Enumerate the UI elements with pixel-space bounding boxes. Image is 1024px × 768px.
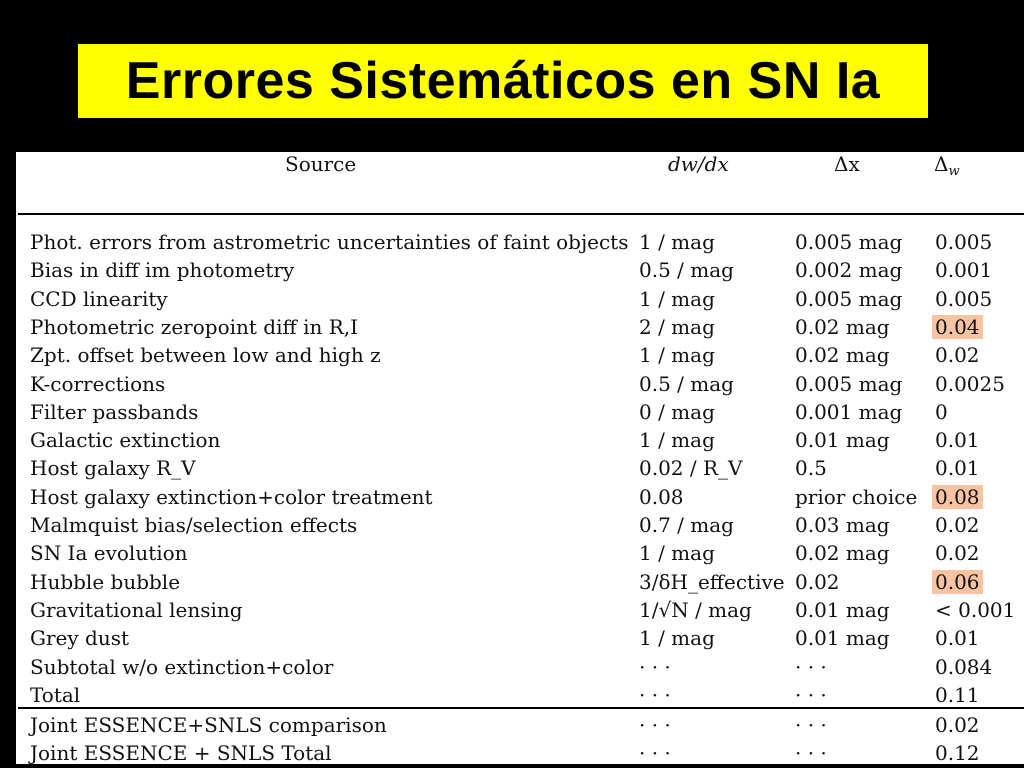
cell-source-9: Host galaxy extinction+color treatment bbox=[30, 484, 433, 509]
slide-title: Errores Sistemáticos en SN Ia bbox=[125, 52, 881, 110]
cell-dwdx-17: · · · bbox=[639, 713, 671, 738]
cell-dwdx-3: 2 / mag bbox=[639, 314, 715, 339]
cell-dw-8: 0.01 bbox=[935, 456, 980, 481]
cell-source-10: Malmquist bias/selection effects bbox=[30, 513, 358, 537]
cell-dw-16: 0.11 bbox=[935, 682, 980, 707]
header-dwdx: dw/dx bbox=[668, 152, 729, 176]
cell-dwdx-13: 1/√N / mag bbox=[639, 597, 752, 622]
cell-dwdx-18: · · · bbox=[639, 741, 671, 766]
cell-dwdx-7: 1 / mag bbox=[639, 428, 715, 453]
cell-dw-18: 0.12 bbox=[935, 741, 980, 766]
cell-dwdx-8: 0.02 / R_V bbox=[639, 456, 743, 481]
cell-dwdx-16: · · · bbox=[639, 682, 671, 707]
cell-source-6: Filter passbands bbox=[30, 399, 199, 424]
cell-dwdx-12: 3/δH_effective bbox=[639, 569, 785, 594]
cell-dw-0: 0.005 bbox=[935, 230, 993, 254]
cell-dwdx-10: 0.7 / mag bbox=[639, 513, 734, 537]
joint-rule bbox=[18, 707, 1024, 709]
cell-source-4: Zpt. offset between low and high z bbox=[30, 343, 381, 368]
cell-dx-10: 0.03 mag bbox=[795, 513, 890, 537]
cell-dx-11: 0.02 mag bbox=[795, 541, 890, 566]
cell-dx-8: 0.5 bbox=[795, 456, 827, 481]
cell-dw-10: 0.02 bbox=[935, 513, 980, 537]
cell-source-8: Host galaxy R_V bbox=[30, 456, 196, 481]
cell-dwdx-9: 0.08 bbox=[639, 484, 684, 509]
cell-dwdx-4: 1 / mag bbox=[639, 343, 715, 368]
cell-dw-7: 0.01 bbox=[935, 428, 980, 453]
cell-source-7: Galactic extinction bbox=[30, 428, 221, 453]
cell-dwdx-15: · · · bbox=[639, 654, 671, 679]
cell-dx-7: 0.01 mag bbox=[795, 428, 890, 453]
cell-dwdx-0: 1 / mag bbox=[639, 230, 715, 254]
cell-source-15: Subtotal w/o extinction+color bbox=[30, 654, 334, 679]
cell-dx-15: · · · bbox=[795, 654, 827, 679]
cell-source-18: Joint ESSENCE + SNLS Total bbox=[30, 741, 332, 766]
cell-source-17: Joint ESSENCE+SNLS comparison bbox=[30, 713, 387, 738]
cell-source-5: K-corrections bbox=[30, 371, 166, 396]
cell-source-1: Bias in diff im photometry bbox=[30, 258, 295, 283]
cell-dwdx-11: 1 / mag bbox=[639, 541, 715, 566]
cell-dw-5: 0.0025 bbox=[935, 371, 1005, 396]
header-rule bbox=[18, 213, 1024, 215]
cell-dw-13: < 0.001 bbox=[935, 597, 1016, 622]
cell-dw-9: 0.08 bbox=[932, 485, 983, 509]
cell-dw-1: 0.001 bbox=[935, 258, 993, 283]
cell-dw-6: 0 bbox=[935, 399, 948, 424]
cell-dw-15: 0.084 bbox=[935, 654, 993, 679]
cell-dw-4: 0.02 bbox=[935, 343, 980, 368]
cell-dw-11: 0.02 bbox=[935, 541, 980, 566]
cell-source-11: SN Ia evolution bbox=[30, 541, 188, 566]
cell-source-16: Total bbox=[30, 682, 81, 707]
cell-source-13: Gravitational lensing bbox=[30, 597, 243, 622]
cell-dx-18: · · · bbox=[795, 741, 827, 766]
cell-dx-4: 0.02 mag bbox=[795, 343, 890, 368]
cell-dx-13: 0.01 mag bbox=[795, 597, 890, 622]
cell-dx-12: 0.02 bbox=[795, 569, 840, 594]
cell-dx-17: · · · bbox=[795, 713, 827, 738]
cell-dw-3: 0.04 bbox=[932, 315, 983, 339]
cell-dx-9: prior choice bbox=[795, 484, 918, 509]
cell-dx-5: 0.005 mag bbox=[795, 371, 903, 396]
cell-dwdx-14: 1 / mag bbox=[639, 626, 715, 651]
header-source: Source bbox=[285, 152, 357, 176]
cell-dwdx-5: 0.5 / mag bbox=[639, 371, 734, 396]
cell-source-14: Grey dust bbox=[30, 626, 130, 651]
cell-dwdx-1: 0.5 / mag bbox=[639, 258, 734, 283]
cell-dwdx-6: 0 / mag bbox=[639, 399, 715, 424]
cell-dwdx-2: 1 / mag bbox=[639, 286, 715, 311]
cell-dx-14: 0.01 mag bbox=[795, 626, 890, 651]
cell-dx-3: 0.02 mag bbox=[795, 314, 890, 339]
cell-source-3: Photometric zeropoint diff in R,I bbox=[30, 314, 359, 339]
slide-title-box bbox=[76, 42, 930, 120]
cell-source-0: Phot. errors from astrometric uncertainties of faint objects bbox=[30, 230, 629, 254]
cell-source-2: CCD linearity bbox=[30, 286, 168, 311]
cell-dx-2: 0.005 mag bbox=[795, 286, 903, 311]
cell-dx-16: · · · bbox=[795, 682, 827, 707]
cell-source-12: Hubble bubble bbox=[30, 569, 181, 594]
header-dx: Δx bbox=[834, 152, 860, 176]
systematics-table bbox=[16, 152, 1024, 764]
header-dw: $\Delta_w$ bbox=[934, 152, 960, 179]
cell-dw-14: 0.01 bbox=[935, 626, 980, 651]
cell-dx-6: 0.001 mag bbox=[795, 399, 903, 424]
cell-dw-2: 0.005 bbox=[935, 286, 993, 311]
cell-dw-17: 0.02 bbox=[935, 713, 980, 738]
cell-dx-1: 0.002 mag bbox=[795, 258, 903, 283]
cell-dw-12: 0.06 bbox=[932, 570, 983, 594]
cell-dx-0: 0.005 mag bbox=[795, 230, 903, 254]
